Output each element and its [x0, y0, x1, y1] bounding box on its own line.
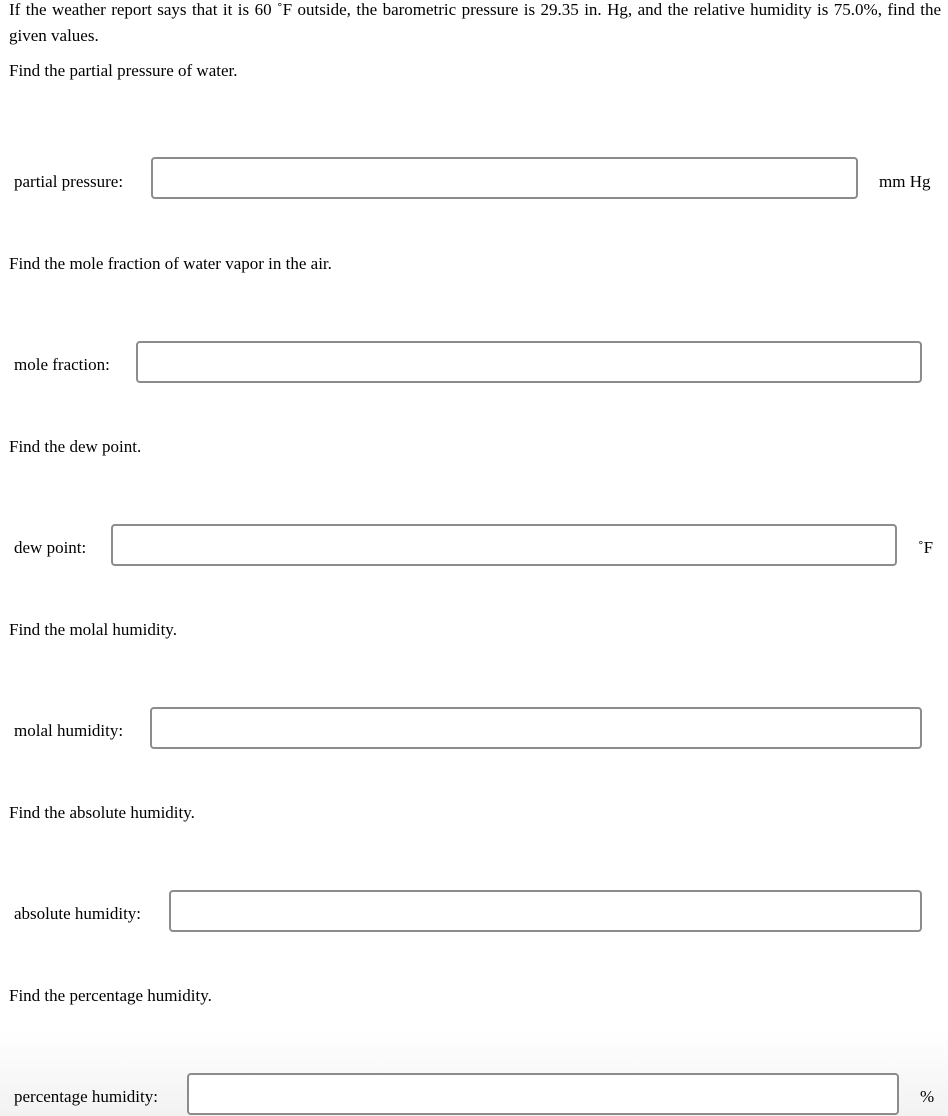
percentage-humidity-prompt: Find the percentage humidity. — [9, 986, 212, 1005]
percentage-humidity-label: percentage humidity: — [14, 1087, 158, 1106]
mole-fraction-input[interactable] — [136, 341, 922, 383]
percentage-humidity-input[interactable] — [187, 1073, 899, 1115]
mole-fraction-prompt: Find the mole fraction of water vapor in the air. — [9, 254, 332, 273]
partial-pressure-label: partial pressure: — [14, 172, 124, 191]
molal-humidity-input[interactable] — [150, 707, 922, 749]
absolute-humidity-prompt: Find the absolute humidity. — [9, 803, 195, 822]
dew-point-prompt: Find the dew point. — [9, 437, 142, 456]
partial-pressure-prompt: Find the partial pressure of water. — [9, 61, 238, 80]
problem-statement: If the weather report says that it is 60 ˚F outside, the barometric pressure is 29.35 in. Hg, and the relative humidity is 75.0%, find the given values. — [9, 0, 941, 45]
percentage-humidity-unit: % — [920, 1087, 935, 1106]
dew-point-label: dew point: — [14, 538, 87, 557]
molal-humidity-prompt: Find the molal humidity. — [9, 620, 177, 639]
absolute-humidity-input[interactable] — [169, 890, 922, 932]
mole-fraction-label: mole fraction: — [14, 355, 110, 374]
dew-point-unit: ˚F — [918, 538, 934, 557]
absolute-humidity-label: absolute humidity: — [14, 904, 142, 923]
dew-point-input[interactable] — [111, 524, 897, 566]
partial-pressure-input[interactable] — [151, 157, 858, 199]
molal-humidity-label: molal humidity: — [14, 721, 124, 740]
partial-pressure-unit: mm Hg — [879, 172, 931, 191]
